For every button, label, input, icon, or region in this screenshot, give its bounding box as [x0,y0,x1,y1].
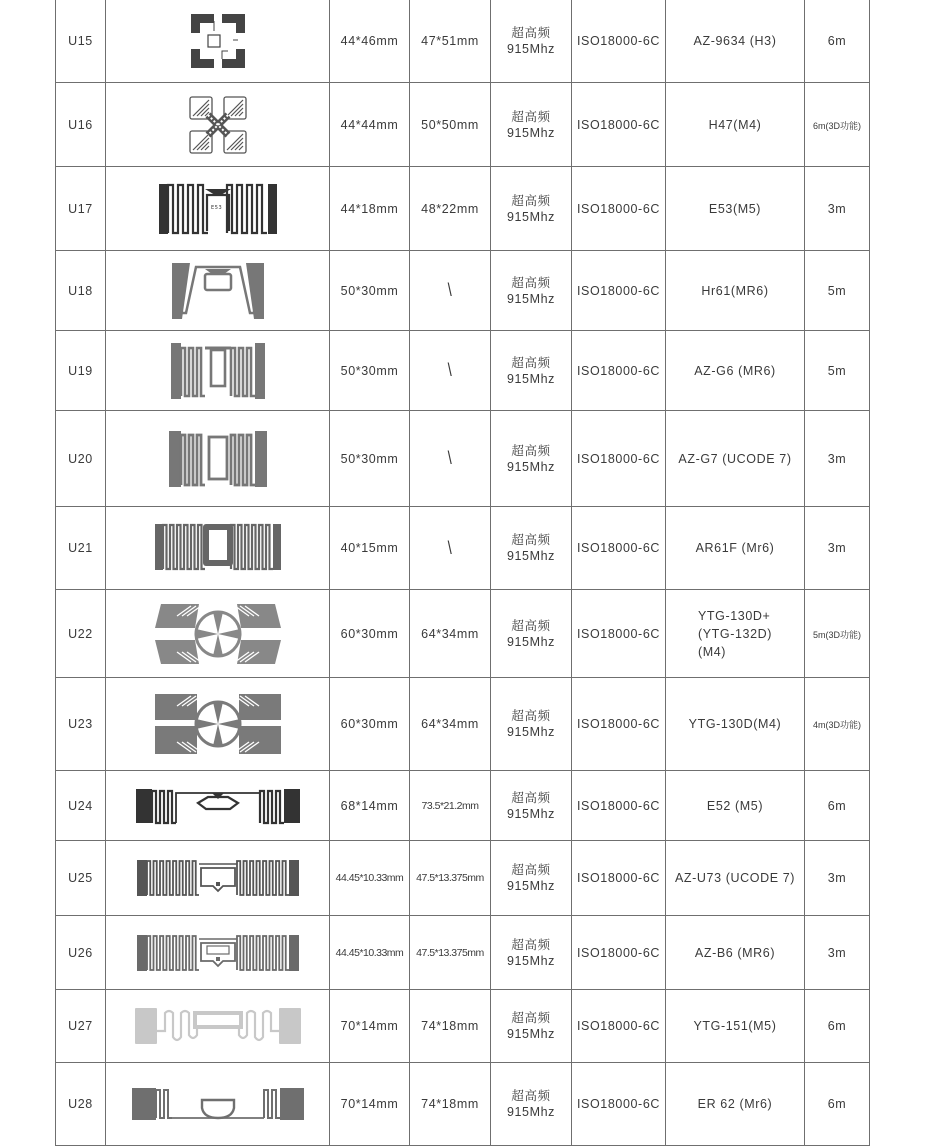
protocol: ISO18000-6C [576,1097,661,1111]
label-size: 47.5*13.375mm [416,872,484,884]
frequency-band: 超高频 [511,709,551,723]
table-cell [330,0,410,83]
table-cell [666,411,805,507]
table-cell [106,841,330,916]
table-cell [330,1063,410,1146]
frequency-value: 915Mhz [506,42,556,56]
table-cell [572,251,666,331]
read-distance: 5m(3D功能) [812,629,861,640]
table-cell [410,678,491,771]
chip-model-line: (YTG-132D) [697,626,773,641]
read-distance: 3m [827,871,847,885]
table-cell [491,1063,572,1146]
table-cell [330,331,410,411]
rfid-tag-circular-3d-icon [106,602,329,666]
product-id: U25 [68,871,93,885]
product-id: U15 [68,34,93,48]
frequency-value: 915Mhz [506,953,556,968]
table-cell [666,507,805,590]
protocol: ISO18000-6C [576,451,661,466]
table-cell [410,251,491,331]
table-cell [572,1063,666,1146]
frequency-band: 超高频 [511,355,551,370]
table-cell [410,507,491,590]
table-cell [410,1063,491,1146]
table-row [56,411,870,507]
table-cell [572,990,666,1063]
protocol: ISO18000-6C [576,945,661,960]
table-cell [572,507,666,590]
product-id: U17 [68,201,93,216]
table-cell [106,590,330,678]
label-size: 47*51mm [421,34,479,48]
table-cell [491,678,572,771]
frequency-band: 超高频 [511,863,551,877]
chip-model-multiline [698,607,772,661]
table-cell [330,678,410,771]
table-cell [56,251,106,331]
table-cell [805,251,870,331]
table-cell [572,841,666,916]
table-cell [805,83,870,167]
table-cell [410,331,491,411]
table-cell [666,83,805,167]
frequency-value: 915Mhz [506,549,556,563]
table-row [56,331,870,411]
table-cell [572,771,666,841]
table-cell [106,251,330,331]
table-row [56,83,870,167]
read-distance: 3m [827,945,847,960]
table-cell [410,0,491,83]
product-id: U22 [68,626,93,641]
table-cell [106,83,330,167]
svg-text:E53: E53 [210,204,222,211]
table-cell [56,331,106,411]
read-distance: 6m [827,1019,847,1033]
table-row [56,590,870,678]
rfid-tag-dense-meander-icon [106,522,329,574]
label-size: 74*18mm [421,1097,479,1111]
frequency-value: 915Mhz [506,371,556,386]
table-cell [330,590,410,678]
chip-size: 44*18mm [340,201,399,216]
table-cell [56,771,106,841]
table-cell [410,841,491,916]
table-row [56,167,870,251]
table-cell [491,590,572,678]
rfid-tag-square-frame-icon [106,11,329,71]
table-cell [330,771,410,841]
chip-size: 44*44mm [340,117,399,132]
frequency-band: 超高频 [511,26,551,40]
rfid-tag-bowl-dipole-icon [106,1086,329,1122]
rfid-tag-circular-block-icon [106,692,329,756]
protocol: ISO18000-6C [576,363,661,378]
table-cell [410,411,491,507]
table-cell [330,841,410,916]
chip-size: 50*30mm [340,363,399,378]
table-cell [56,590,106,678]
table-cell [106,771,330,841]
table-cell [56,678,106,771]
frequency-band: 超高频 [511,443,551,458]
table-cell [805,0,870,83]
table-cell [330,916,410,990]
chip-model: E53(M5) [708,201,762,216]
chip-model: YTG-130D(M4) [688,717,782,731]
table-cell [491,411,572,507]
table-cell [805,167,870,251]
table-cell [56,83,106,167]
product-id: U19 [68,363,93,378]
table-cell [666,678,805,771]
rfid-tag-cross-3d-icon [106,95,329,155]
product-id: U20 [68,451,93,466]
protocol: ISO18000-6C [576,626,661,641]
table-cell [106,167,330,251]
label-size: \ [447,537,453,559]
table-cell [330,411,410,507]
read-distance: 6m [827,798,847,813]
product-id: U21 [68,541,93,555]
table-cell [805,590,870,678]
table-row [56,916,870,990]
rfid-tag-long-dipole-icon [106,787,329,825]
chip-model: AZ-U73 (UCODE 7) [674,871,796,885]
frequency-band: 超高频 [511,937,551,952]
rfid-tag-light-wave-icon [106,1005,329,1047]
table-cell [330,83,410,167]
chip-model: H47(M4) [708,117,762,132]
chip-model-line: (M4) [697,644,727,659]
table-cell [106,916,330,990]
rfid-spec-table [55,0,870,1146]
table-cell [805,841,870,916]
table-cell [805,331,870,411]
protocol: ISO18000-6C [576,717,661,731]
table-cell [805,1063,870,1146]
label-size: 73.5*21.2mm [421,799,479,812]
chip-size: 50*30mm [340,283,399,298]
table-cell [56,1063,106,1146]
table-row [56,0,870,83]
table-cell [666,331,805,411]
product-id: U28 [68,1097,93,1111]
frequency-band: 超高频 [511,275,551,290]
table-row [56,507,870,590]
frequency-band: 超高频 [511,109,551,124]
table-cell [491,0,572,83]
label-size: 48*22mm [421,201,479,216]
frequency-value: 915Mhz [506,1027,556,1041]
rfid-tag-meander-icon [106,342,329,400]
table-cell [410,590,491,678]
table-cell [666,590,805,678]
frequency-band: 超高频 [511,533,551,547]
table-cell [572,411,666,507]
table-cell [572,0,666,83]
table-cell [106,678,330,771]
chip-model: ER 62 (Mr6) [697,1097,773,1111]
table-cell [805,771,870,841]
frequency-value: 915Mhz [506,879,556,893]
chip-model-line: YTG-130D+ [697,608,771,623]
chip-size: 44.45*10.33mm [335,946,404,959]
chip-model: AZ-B6 (MR6) [694,945,776,960]
product-id: U16 [68,117,93,132]
chip-model: AR61F (Mr6) [695,541,775,555]
table-cell [666,771,805,841]
frequency-band: 超高频 [511,193,551,208]
chip-size: 70*14mm [340,1019,399,1033]
frequency-value: 915Mhz [506,125,556,140]
table-cell [410,990,491,1063]
chip-model: AZ-9634 (H3) [693,34,777,48]
table-cell [106,990,330,1063]
read-distance: 6m [827,1097,847,1111]
table-cell [666,251,805,331]
table-row [56,251,870,331]
table-cell [410,771,491,841]
table-row [56,841,870,916]
label-size: 64*34mm [421,626,479,641]
read-distance: 3m [827,451,847,466]
table-row [56,1063,870,1146]
protocol: ISO18000-6C [576,34,661,48]
rfid-tag-trapezoid-icon [106,261,329,321]
table-cell [106,1063,330,1146]
protocol: ISO18000-6C [576,798,661,813]
table-row [56,678,870,771]
frequency-value: 915Mhz [506,1105,556,1119]
table-cell [106,331,330,411]
table-cell [56,990,106,1063]
protocol: ISO18000-6C [576,541,661,555]
table-cell [56,507,106,590]
rfid-tag-dense-long-icon [106,858,329,898]
frequency-value: 915Mhz [506,291,556,306]
protocol: ISO18000-6C [576,117,661,132]
protocol: ISO18000-6C [576,283,661,298]
table-cell [572,590,666,678]
label-size: 64*34mm [421,717,479,731]
table-cell [330,251,410,331]
read-distance: 5m [827,363,847,378]
label-size: \ [447,360,453,381]
table-cell [56,411,106,507]
table-cell [56,167,106,251]
frequency-value: 915Mhz [506,459,556,474]
table-cell [666,0,805,83]
frequency-band: 超高频 [511,1011,551,1025]
chip-model: E52 (M5) [706,798,764,813]
protocol: ISO18000-6C [576,871,661,885]
chip-size: 60*30mm [340,717,399,731]
table-cell [56,841,106,916]
product-id: U27 [68,1019,93,1033]
table-cell [330,507,410,590]
table-cell [805,411,870,507]
table-cell [491,507,572,590]
chip-size: 44.45*10.33mm [335,872,404,884]
table-cell [56,0,106,83]
table-cell [106,507,330,590]
frequency-value: 915Mhz [506,634,556,649]
product-id: U18 [68,283,93,298]
frequency-value: 915Mhz [506,209,556,224]
table-cell [330,990,410,1063]
rfid-tag-dipole-meander-icon [106,181,329,237]
table-cell [805,990,870,1063]
table-cell [106,411,330,507]
table-cell [491,167,572,251]
read-distance: 4m(3D功能) [812,720,861,730]
table-cell [491,916,572,990]
frequency-value: 915Mhz [506,725,556,739]
label-size: \ [447,280,453,301]
frequency-value: 915Mhz [506,806,556,821]
protocol: ISO18000-6C [576,201,661,216]
table-cell [666,167,805,251]
table-cell [410,167,491,251]
table-cell [805,507,870,590]
table-row [56,771,870,841]
table-cell [805,916,870,990]
table-cell [572,83,666,167]
chip-model: AZ-G6 (MR6) [694,363,776,378]
table-cell [572,916,666,990]
label-size: \ [447,448,453,469]
table-cell [666,841,805,916]
table-body [56,0,870,1146]
chip-size: 70*14mm [340,1097,399,1111]
table-cell [805,678,870,771]
table-cell [666,916,805,990]
table-cell [491,771,572,841]
product-id: U23 [68,717,93,731]
table-cell [572,678,666,771]
product-id: U26 [68,945,93,960]
label-size: 47.5*13.375mm [416,946,484,959]
chip-size: 40*15mm [340,541,399,555]
read-distance: 3m [827,201,847,216]
table-cell [572,167,666,251]
chip-size: 68*14mm [340,798,399,813]
label-size: 74*18mm [421,1019,479,1033]
rfid-tag-dense-long-b6-icon [106,933,329,973]
chip-model: YTG-151(M5) [693,1019,777,1033]
read-distance: 3m [827,541,847,555]
chip-model: AZ-G7 (UCODE 7) [678,451,792,466]
rfid-tag-meander-wide-icon [106,429,329,489]
table-cell [410,83,491,167]
table-cell [491,331,572,411]
frequency-band: 超高频 [511,790,551,805]
frequency-band: 超高频 [511,618,551,633]
table-cell [491,990,572,1063]
protocol: ISO18000-6C [576,1019,661,1033]
table-cell [572,331,666,411]
chip-size: 44*46mm [340,34,399,48]
table-cell [491,251,572,331]
table-cell [491,841,572,916]
table-cell [56,916,106,990]
table-cell [330,167,410,251]
table-row [56,990,870,1063]
table-cell [410,916,491,990]
table-cell [666,1063,805,1146]
table-cell [666,990,805,1063]
table-cell [491,83,572,167]
table-cell [106,0,330,83]
frequency-band: 超高频 [511,1089,551,1103]
chip-size: 50*30mm [340,451,399,466]
read-distance: 5m [827,283,847,298]
product-id: U24 [68,798,93,813]
chip-size: 60*30mm [340,626,399,641]
label-size: 50*50mm [421,117,479,132]
read-distance: 6m(3D功能) [812,120,861,131]
chip-model: Hr61(MR6) [701,283,769,298]
read-distance: 6m [827,34,847,48]
